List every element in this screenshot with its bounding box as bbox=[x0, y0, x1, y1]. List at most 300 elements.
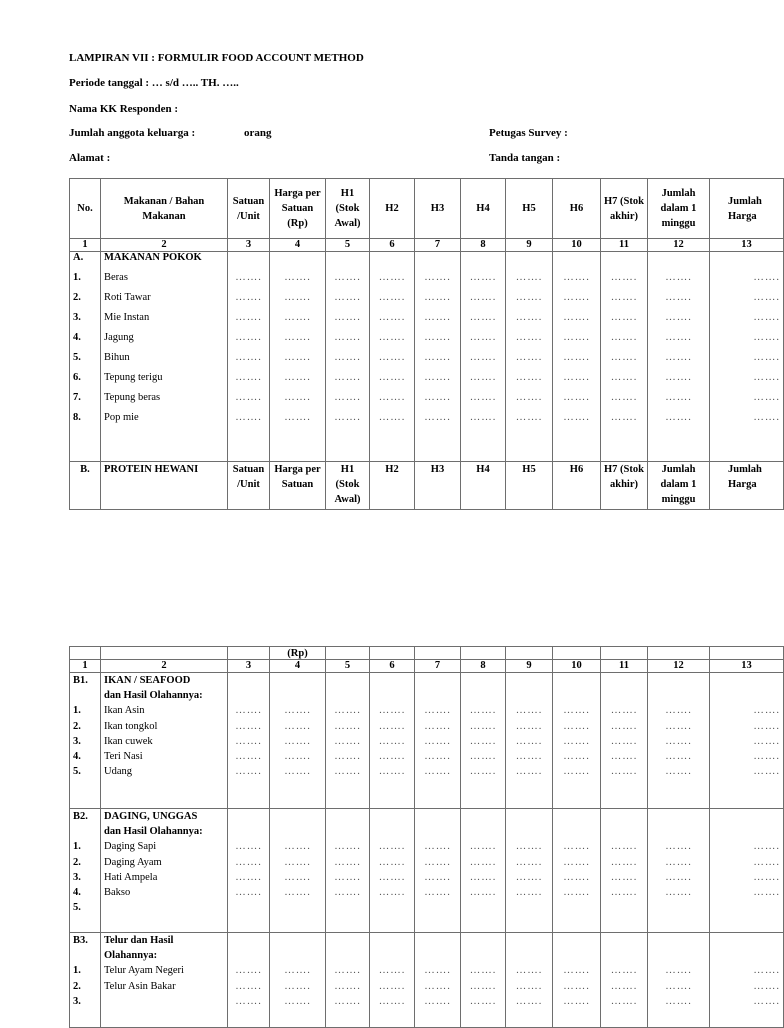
dots-placeholder: ……. bbox=[424, 392, 451, 403]
dots-placeholder: ……. bbox=[469, 766, 497, 778]
dots-column bbox=[506, 809, 553, 933]
dots-placeholder: ……. bbox=[284, 841, 311, 853]
column-number: 5 bbox=[326, 239, 370, 252]
dots-column bbox=[710, 933, 784, 1028]
food-item: Teri Nasi bbox=[104, 750, 143, 762]
dots-placeholder: ……. bbox=[424, 312, 451, 323]
dots-column bbox=[370, 809, 415, 933]
col-harga-header: Harga per Satuan (Rp) bbox=[270, 179, 326, 239]
column-number: 6 bbox=[370, 660, 415, 673]
dots-placeholder: ……. bbox=[665, 735, 692, 747]
dots-column bbox=[228, 809, 270, 933]
column-number: 11 bbox=[601, 239, 648, 252]
dots-placeholder: ……. bbox=[515, 980, 543, 992]
section-code: B2. bbox=[73, 811, 88, 822]
harga-rp-continuation: (Rp) bbox=[270, 647, 326, 660]
dots-placeholder: ……. bbox=[469, 312, 497, 323]
food-item: Daging Sapi bbox=[104, 841, 157, 853]
dots-placeholder: ……. bbox=[753, 886, 780, 898]
dots-placeholder: ……. bbox=[424, 412, 451, 423]
dots-placeholder: ……. bbox=[753, 705, 780, 717]
dots-placeholder: ……. bbox=[378, 965, 406, 977]
dots-placeholder: ……. bbox=[334, 995, 361, 1007]
section-b-h3: H3 bbox=[415, 462, 461, 510]
dots-placeholder: ……. bbox=[378, 980, 406, 992]
periode-label: Periode tanggal : … s/d ….. TH. ….. bbox=[69, 77, 239, 89]
section-code: A. bbox=[73, 252, 84, 263]
dots-placeholder: ……. bbox=[610, 995, 638, 1007]
dots-placeholder: ……. bbox=[235, 750, 262, 762]
dots-placeholder: ……. bbox=[424, 352, 451, 363]
dots-placeholder: ……. bbox=[235, 372, 262, 383]
dots-placeholder: ……. bbox=[753, 312, 780, 323]
dots-placeholder: ……. bbox=[378, 705, 406, 717]
food-item: Tepung terigu bbox=[104, 372, 163, 383]
item-number: 1. bbox=[73, 705, 81, 717]
food-item: Bakso bbox=[104, 886, 131, 898]
dots-column bbox=[601, 933, 648, 1028]
dots-placeholder: ……. bbox=[378, 841, 406, 853]
dots-placeholder: ……. bbox=[610, 705, 638, 717]
column-number: 6 bbox=[370, 239, 415, 252]
dots-placeholder: ……. bbox=[284, 735, 311, 747]
dots-placeholder: ……. bbox=[563, 965, 590, 977]
column-number: 2 bbox=[101, 239, 228, 252]
dots-placeholder: ……. bbox=[378, 886, 406, 898]
dots-placeholder: ……. bbox=[334, 292, 361, 303]
dots-placeholder: ……. bbox=[424, 292, 451, 303]
dots-placeholder: ……. bbox=[334, 965, 361, 977]
dots-placeholder: ……. bbox=[469, 735, 497, 747]
dots-placeholder: ……. bbox=[665, 292, 692, 303]
section-b-title: PROTEIN HEWANI bbox=[101, 462, 228, 510]
dots-placeholder: ……. bbox=[469, 292, 497, 303]
dots-placeholder: ……. bbox=[235, 332, 262, 343]
dots-placeholder: ……. bbox=[424, 750, 451, 762]
dots-placeholder: ……. bbox=[563, 372, 590, 383]
dots-placeholder: ……. bbox=[515, 412, 543, 423]
section-subtitle: dan Hasil Olahannya: bbox=[104, 690, 203, 702]
item-number: 4. bbox=[73, 886, 81, 898]
section-b-h6: H6 bbox=[553, 462, 601, 510]
dots-placeholder: ……. bbox=[235, 720, 262, 732]
section-b1-items bbox=[101, 673, 228, 809]
dots-column bbox=[228, 252, 270, 462]
dots-placeholder: ……. bbox=[563, 292, 590, 303]
dots-column bbox=[326, 252, 370, 462]
section-subtitle: Olahannya: bbox=[104, 950, 158, 962]
section-b-jumlah-harga: Jumlah Harga bbox=[710, 462, 784, 510]
dots-placeholder: ……. bbox=[515, 871, 543, 883]
dots-placeholder: ……. bbox=[563, 995, 590, 1007]
dots-placeholder: ……. bbox=[563, 312, 590, 323]
column-number: 11 bbox=[601, 660, 648, 673]
section-a-items bbox=[101, 252, 228, 462]
dots-placeholder: ……. bbox=[753, 871, 780, 883]
dots-placeholder: ……. bbox=[753, 392, 780, 403]
dots-column bbox=[415, 673, 461, 809]
alamat-label: Alamat : bbox=[69, 152, 111, 164]
dots-placeholder: ……. bbox=[378, 292, 406, 303]
dots-placeholder: ……. bbox=[469, 272, 497, 283]
dots-column bbox=[506, 252, 553, 462]
item-number: 8. bbox=[73, 412, 81, 423]
food-item: Jagung bbox=[104, 332, 134, 343]
dots-column bbox=[370, 673, 415, 809]
dots-placeholder: ……. bbox=[378, 332, 406, 343]
item-number: 7. bbox=[73, 392, 81, 403]
food-item: Ikan tongkol bbox=[104, 720, 158, 732]
dots-placeholder: ……. bbox=[424, 886, 451, 898]
section-b-h4: H4 bbox=[461, 462, 506, 510]
dots-placeholder: ……. bbox=[753, 766, 780, 778]
food-item: Pop mie bbox=[104, 412, 139, 423]
col-h3-header: H3 bbox=[415, 179, 461, 239]
dots-placeholder: ……. bbox=[665, 412, 692, 423]
dots-placeholder: ……. bbox=[469, 871, 497, 883]
dots-placeholder: ……. bbox=[469, 352, 497, 363]
column-number: 12 bbox=[648, 660, 710, 673]
dots-placeholder: ……. bbox=[563, 352, 590, 363]
dots-placeholder: ……. bbox=[334, 392, 361, 403]
dots-placeholder: ……. bbox=[515, 856, 543, 868]
dots-column bbox=[601, 809, 648, 933]
column-number: 4 bbox=[270, 660, 326, 673]
dots-placeholder: ……. bbox=[665, 766, 692, 778]
dots-placeholder: ……. bbox=[235, 312, 262, 323]
dots-placeholder: ……. bbox=[753, 980, 780, 992]
dots-placeholder: ……. bbox=[378, 372, 406, 383]
dots-placeholder: ……. bbox=[284, 392, 311, 403]
dots-placeholder: ……. bbox=[424, 995, 451, 1007]
dots-placeholder: ……. bbox=[424, 965, 451, 977]
dots-placeholder: ……. bbox=[334, 372, 361, 383]
dots-placeholder: ……. bbox=[753, 720, 780, 732]
column-number-row bbox=[70, 660, 784, 673]
food-item: Ikan Asin bbox=[104, 705, 145, 717]
dots-placeholder: ……. bbox=[424, 871, 451, 883]
dots-placeholder: ……. bbox=[424, 705, 451, 717]
column-number: 9 bbox=[506, 660, 553, 673]
item-number: 2. bbox=[73, 292, 81, 303]
dots-placeholder: ……. bbox=[378, 272, 406, 283]
dots-placeholder: ……. bbox=[610, 735, 638, 747]
food-item: Beras bbox=[104, 272, 128, 283]
dots-placeholder: ……. bbox=[610, 841, 638, 853]
dots-placeholder: ……. bbox=[469, 980, 497, 992]
column-number: 3 bbox=[228, 239, 270, 252]
dots-placeholder: ……. bbox=[753, 372, 780, 383]
dots-placeholder: ……. bbox=[235, 392, 262, 403]
column-number: 8 bbox=[461, 239, 506, 252]
col-jumlah-minggu-header: Jumlah dalam 1 minggu bbox=[648, 179, 710, 239]
dots-placeholder: ……. bbox=[235, 995, 262, 1007]
dots-column bbox=[228, 933, 270, 1028]
dots-placeholder: ……. bbox=[665, 392, 692, 403]
dots-column bbox=[461, 673, 506, 809]
dots-column bbox=[228, 673, 270, 809]
dots-placeholder: ……. bbox=[515, 750, 543, 762]
food-item: Hati Ampela bbox=[104, 871, 158, 883]
dots-placeholder: ……. bbox=[610, 750, 638, 762]
column-number: 2 bbox=[101, 660, 228, 673]
dots-column bbox=[270, 809, 326, 933]
dots-placeholder: ……. bbox=[753, 412, 780, 423]
dots-placeholder: ……. bbox=[469, 841, 497, 853]
dots-placeholder: ……. bbox=[563, 272, 590, 283]
dots-placeholder: ……. bbox=[424, 332, 451, 343]
dots-placeholder: ……. bbox=[284, 766, 311, 778]
dots-column bbox=[601, 673, 648, 809]
dots-placeholder: ……. bbox=[334, 750, 361, 762]
item-number: 2. bbox=[73, 980, 81, 992]
dots-placeholder: ……. bbox=[334, 856, 361, 868]
dots-placeholder: ……. bbox=[284, 750, 311, 762]
section-title: Telur dan Hasil bbox=[104, 935, 174, 946]
dots-placeholder: ……. bbox=[424, 372, 451, 383]
tanda-tangan-label: Tanda tangan : bbox=[489, 152, 561, 164]
food-table-2 bbox=[69, 646, 784, 1028]
section-a-row bbox=[70, 252, 784, 462]
dots-placeholder: ……. bbox=[563, 766, 590, 778]
column-number: 9 bbox=[506, 239, 553, 252]
dots-column bbox=[326, 673, 370, 809]
dots-placeholder: ……. bbox=[378, 412, 406, 423]
dots-column bbox=[326, 933, 370, 1028]
dots-placeholder: ……. bbox=[235, 841, 262, 853]
dots-column bbox=[553, 933, 601, 1028]
dots-column bbox=[270, 252, 326, 462]
dots-placeholder: ……. bbox=[753, 841, 780, 853]
section-code: B3. bbox=[73, 935, 88, 946]
dots-placeholder: ……. bbox=[334, 720, 361, 732]
col-satuan-header: Satuan /Unit bbox=[228, 179, 270, 239]
dots-placeholder: ……. bbox=[665, 272, 692, 283]
food-item: Daging Ayam bbox=[104, 856, 162, 868]
section-b3-items bbox=[101, 933, 228, 1028]
col-makanan-header: Makanan / Bahan Makanan bbox=[101, 179, 228, 239]
dots-placeholder: ……. bbox=[610, 871, 638, 883]
dots-placeholder: ……. bbox=[235, 886, 262, 898]
dots-placeholder: ……. bbox=[665, 871, 692, 883]
item-number: 1. bbox=[73, 841, 81, 853]
dots-placeholder: ……. bbox=[610, 272, 638, 283]
dots-placeholder: ……. bbox=[469, 995, 497, 1007]
dots-placeholder: ……. bbox=[469, 965, 497, 977]
dots-column bbox=[553, 809, 601, 933]
dots-placeholder: ……. bbox=[334, 735, 361, 747]
food-item: Ikan cuwek bbox=[104, 735, 153, 747]
dots-placeholder: ……. bbox=[469, 372, 497, 383]
dots-placeholder: ……. bbox=[334, 332, 361, 343]
section-title: IKAN / SEAFOOD bbox=[104, 675, 191, 686]
dots-placeholder: ……. bbox=[753, 352, 780, 363]
section-b-h5: H5 bbox=[506, 462, 553, 510]
column-number: 7 bbox=[415, 239, 461, 252]
dots-placeholder: ……. bbox=[610, 766, 638, 778]
dots-column bbox=[270, 933, 326, 1028]
dots-placeholder: ……. bbox=[284, 332, 311, 343]
dots-placeholder: ……. bbox=[515, 332, 543, 343]
dots-placeholder: ……. bbox=[469, 856, 497, 868]
jumlah-anggota-label: Jumlah anggota keluarga : bbox=[69, 127, 196, 139]
dots-placeholder: ……. bbox=[424, 856, 451, 868]
section-b-satuan: Satuan /Unit bbox=[228, 462, 270, 510]
section-b-harga: Harga per Satuan bbox=[270, 462, 326, 510]
dots-placeholder: ……. bbox=[753, 332, 780, 343]
dots-column bbox=[461, 809, 506, 933]
dots-placeholder: ……. bbox=[515, 272, 543, 283]
dots-column bbox=[506, 673, 553, 809]
column-number: 7 bbox=[415, 660, 461, 673]
dots-placeholder: ……. bbox=[563, 720, 590, 732]
dots-placeholder: ……. bbox=[235, 871, 262, 883]
dots-placeholder: ……. bbox=[378, 995, 406, 1007]
dots-placeholder: ……. bbox=[424, 272, 451, 283]
section-b3-numbers bbox=[70, 933, 101, 1028]
food-item: Tepung beras bbox=[104, 392, 161, 403]
dots-placeholder: ……. bbox=[284, 705, 311, 717]
dots-placeholder: ……. bbox=[334, 312, 361, 323]
col-jumlah-harga-header: Jumlah Harga bbox=[710, 179, 784, 239]
dots-placeholder: ……. bbox=[424, 841, 451, 853]
dots-placeholder: ……. bbox=[753, 750, 780, 762]
dots-placeholder: ……. bbox=[515, 372, 543, 383]
dots-placeholder: ……. bbox=[665, 750, 692, 762]
dots-placeholder: ……. bbox=[665, 332, 692, 343]
column-number: 1 bbox=[70, 239, 101, 252]
dots-placeholder: ……. bbox=[515, 312, 543, 323]
dots-placeholder: ……. bbox=[515, 292, 543, 303]
food-table-1 bbox=[69, 178, 784, 510]
col-h2-header: H2 bbox=[370, 179, 415, 239]
dots-placeholder: ……. bbox=[610, 856, 638, 868]
dots-placeholder: ……. bbox=[284, 965, 311, 977]
food-item bbox=[104, 994, 224, 1009]
dots-column bbox=[461, 933, 506, 1028]
dots-placeholder: ……. bbox=[378, 735, 406, 747]
dots-placeholder: ……. bbox=[424, 980, 451, 992]
dots-placeholder: ……. bbox=[469, 886, 497, 898]
dots-placeholder: ……. bbox=[334, 705, 361, 717]
dots-placeholder: ……. bbox=[515, 995, 543, 1007]
dots-placeholder: ……. bbox=[610, 372, 638, 383]
dots-placeholder: ……. bbox=[235, 980, 262, 992]
dots-placeholder: ……. bbox=[284, 272, 311, 283]
dots-placeholder: ……. bbox=[665, 995, 692, 1007]
dots-placeholder: ……. bbox=[378, 750, 406, 762]
dots-column bbox=[415, 933, 461, 1028]
column-number: 10 bbox=[553, 660, 601, 673]
dots-placeholder: ……. bbox=[515, 965, 543, 977]
item-number: 5. bbox=[73, 766, 81, 778]
dots-placeholder: ……. bbox=[515, 705, 543, 717]
dots-column bbox=[506, 933, 553, 1028]
dots-placeholder: ……. bbox=[563, 735, 590, 747]
dots-placeholder: ……. bbox=[424, 766, 451, 778]
column-number: 13 bbox=[710, 660, 784, 673]
dots-placeholder: ……. bbox=[284, 720, 311, 732]
dots-column bbox=[553, 673, 601, 809]
dots-column bbox=[648, 809, 710, 933]
dots-placeholder: ……. bbox=[665, 372, 692, 383]
section-b-h7: H7 (Stok akhir) bbox=[601, 462, 648, 510]
dots-placeholder: ……. bbox=[665, 980, 692, 992]
dots-placeholder: ……. bbox=[563, 412, 590, 423]
dots-placeholder: ……. bbox=[515, 886, 543, 898]
section-b2-numbers bbox=[70, 809, 101, 933]
dots-placeholder: ……. bbox=[610, 980, 638, 992]
dots-placeholder: ……. bbox=[515, 352, 543, 363]
dots-placeholder: ……. bbox=[378, 392, 406, 403]
column-number: 5 bbox=[326, 660, 370, 673]
column-number: 4 bbox=[270, 239, 326, 252]
dots-placeholder: ……. bbox=[284, 312, 311, 323]
dots-placeholder: ……. bbox=[665, 720, 692, 732]
item-number: 4. bbox=[73, 332, 81, 343]
dots-placeholder: ……. bbox=[284, 372, 311, 383]
col-h5-header: H5 bbox=[506, 179, 553, 239]
dots-placeholder: ……. bbox=[469, 705, 497, 717]
dots-column bbox=[415, 809, 461, 933]
section-subtitle: dan Hasil Olahannya: bbox=[104, 826, 203, 838]
section-b-h1: H1 (Stok Awal) bbox=[326, 462, 370, 510]
continuation-row bbox=[70, 647, 784, 660]
dots-placeholder: ……. bbox=[515, 735, 543, 747]
item-number: 6. bbox=[73, 372, 81, 383]
item-number: 3. bbox=[73, 312, 81, 323]
col-h4-header: H4 bbox=[461, 179, 506, 239]
dots-placeholder: ……. bbox=[378, 871, 406, 883]
dots-placeholder: ……. bbox=[610, 720, 638, 732]
form-title: LAMPIRAN VII : FORMULIR FOOD ACCOUNT METHOD bbox=[69, 52, 364, 64]
dots-column bbox=[370, 252, 415, 462]
dots-placeholder: ……. bbox=[284, 856, 311, 868]
column-number: 13 bbox=[710, 239, 784, 252]
dots-placeholder: ……. bbox=[563, 392, 590, 403]
dots-placeholder: ……. bbox=[235, 735, 262, 747]
col-h1-header: H1 (Stok Awal) bbox=[326, 179, 370, 239]
dots-placeholder: ……. bbox=[610, 332, 638, 343]
dots-placeholder: ……. bbox=[469, 750, 497, 762]
section-b-code: B. bbox=[70, 462, 101, 510]
dots-placeholder: ……. bbox=[753, 292, 780, 303]
dots-placeholder: ……. bbox=[378, 312, 406, 323]
section-b-h2: H2 bbox=[370, 462, 415, 510]
item-number: 1. bbox=[73, 272, 81, 283]
dots-placeholder: ……. bbox=[235, 856, 262, 868]
item-number: 4. bbox=[73, 750, 81, 762]
dots-placeholder: ……. bbox=[235, 412, 262, 423]
food-item: Telur Ayam Negeri bbox=[104, 965, 184, 977]
dots-placeholder: ……. bbox=[610, 392, 638, 403]
column-number: 1 bbox=[70, 660, 101, 673]
dots-placeholder: ……. bbox=[563, 856, 590, 868]
dots-placeholder: ……. bbox=[334, 886, 361, 898]
dots-placeholder: ……. bbox=[284, 871, 311, 883]
food-item: Roti Tawar bbox=[104, 292, 151, 303]
dots-column bbox=[370, 933, 415, 1028]
dots-placeholder: ……. bbox=[515, 392, 543, 403]
dots-placeholder: ……. bbox=[610, 412, 638, 423]
section-b3-row bbox=[70, 933, 784, 1028]
dots-column bbox=[648, 673, 710, 809]
section-b-jumlah-minggu: Jumlah dalam 1 minggu bbox=[648, 462, 710, 510]
section-b2-row bbox=[70, 809, 784, 933]
orang-label: orang bbox=[244, 127, 272, 139]
dots-placeholder: ……. bbox=[753, 995, 780, 1007]
item-number: 3. bbox=[73, 995, 81, 1007]
